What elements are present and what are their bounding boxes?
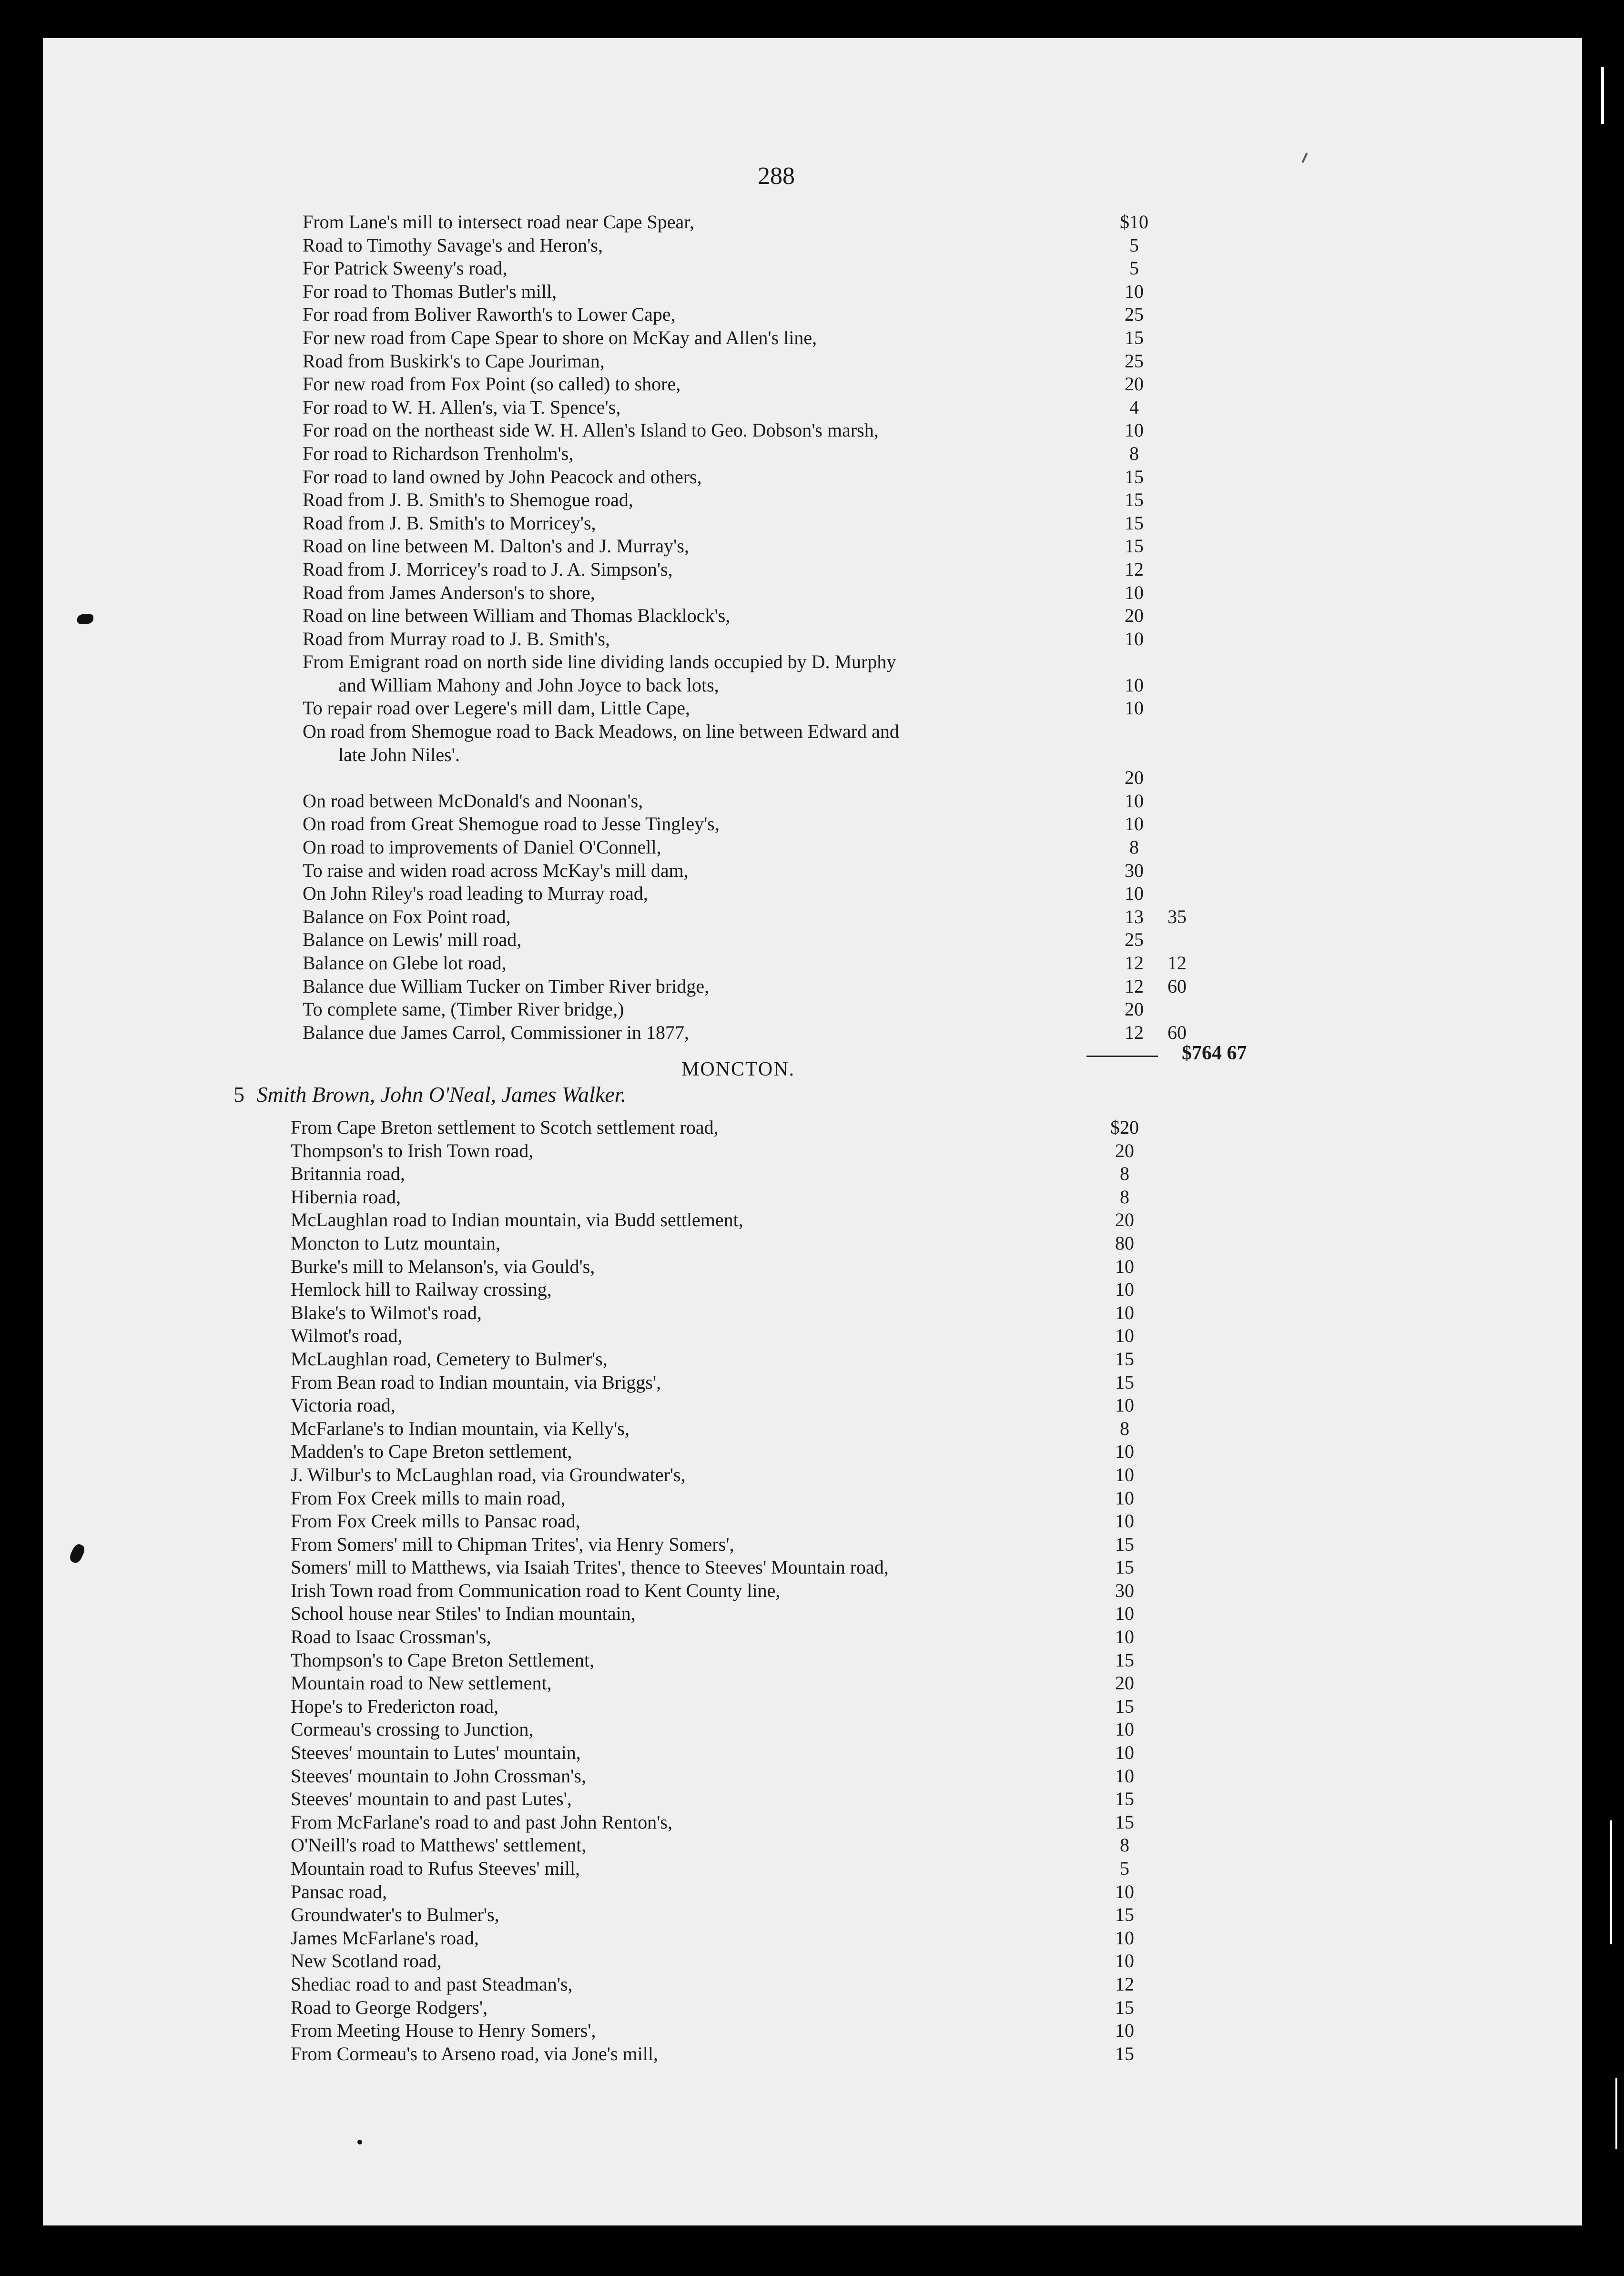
entry-description: Victoria road, [291,1394,396,1416]
entry-row [43,234,1582,257]
entry-amount: 8 [1129,442,1139,464]
entry-description: From Lane's mill to intersect road near Cape Spear, [303,211,695,233]
entry-description: McLaughlan road to Indian mountain, via Budd settlement, [291,1209,743,1231]
entry-amount: 8 [1120,1417,1129,1439]
entry-description: On road from Shemogue road to Back Meadows, on line between Edward and [303,721,899,742]
commissioners-line [233,1082,626,1107]
entry-amount: 10 [1115,1441,1134,1463]
entry-description: From Meeting House to Henry Somers', [291,2020,596,2042]
entry-amount: 10 [1115,1510,1134,1532]
entry-amount: 10 [1125,883,1144,904]
entry-row [43,1973,1582,1996]
entry-row [43,813,1582,836]
entry-row [43,1741,1582,1765]
entry-amount: 10 [1115,1487,1134,1509]
entry-description: On road from Great Shemogue road to Jesse Tingley's, [303,813,720,835]
entry-description: Road from Murray road to J. B. Smith's, [303,628,610,650]
entry-description: Balance on Lewis' mill road, [303,929,522,951]
entry-row [43,628,1582,651]
entry-amount: 20 [1115,1672,1134,1694]
entry-row [43,1857,1582,1880]
entry-description: Britannia road, [291,1163,405,1185]
entry-amount: 8 [1120,1186,1129,1208]
entry-description: School house near Stiles' to Indian mountain, [291,1603,636,1625]
entry-amount: 8 [1120,1163,1129,1185]
entry-cents: 60 [1167,975,1187,997]
entry-amount: 15 [1125,466,1144,488]
entry-description: Road to George Rodgers', [291,1996,488,2018]
entry-amount: 20 [1115,1209,1134,1231]
entry-amount: 10 [1125,697,1144,719]
entry-amount: 20 [1125,605,1144,627]
entry-row [43,998,1582,1021]
entry-row [43,1834,1582,1857]
entry-description: Road on line between M. Dalton's and J. Murray's, [303,535,689,557]
entry-description: From Cape Breton settlement to Scotch settlement road, [291,1117,719,1138]
entry-description: Road from James Anderson's to shore, [303,581,595,603]
entry-amount: 10 [1115,1603,1134,1625]
entry-description: J. Wilbur's to McLaughlan road, via Groundwater's, [291,1463,686,1485]
entry-row [43,1278,1582,1301]
entry-description: Shediac road to and past Steadman's, [291,1973,573,1995]
entry-amount: 10 [1125,581,1144,603]
entry-description: From Emigrant road on north side line dividing lands occupied by D. Murphy [303,651,896,673]
entry-description: For road from Boliver Raworth's to Lower Cape, [303,304,676,325]
entry-amount: 8 [1120,1834,1129,1856]
district-heading: MONCTON. [681,1058,795,1080]
entry-row [43,1021,1582,1045]
entry-row [43,1186,1582,1209]
entry-description: Road to Isaac Crossman's, [291,1626,491,1648]
entry-row [43,1602,1582,1626]
entry-amount: 12 [1125,558,1144,580]
pencil-tick [1302,152,1308,163]
entry-description: For road on the northeast side W. H. Allen's Island to Geo. Dobson's marsh, [303,419,879,441]
entry-description: New Scotland road, [291,1950,442,1972]
entry-row [43,1371,1582,1394]
entry-row [43,1672,1582,1695]
entry-amount: 10 [1115,1279,1134,1301]
entry-amount: 15 [1125,489,1144,511]
entry-row [43,257,1582,280]
entry-row [43,1695,1582,1718]
entry-row [43,373,1582,396]
section-total: $764 67 [1182,1042,1247,1064]
entry-description: To repair road over Legere's mill dam, Little Cape, [303,697,690,719]
scan-edge-mark [1615,2078,1617,2149]
entry-amount: 10 [1115,1742,1134,1764]
entry-amount: 25 [1125,304,1144,325]
page-number: 288 [758,163,795,190]
entry-amount: 15 [1115,1533,1134,1555]
entry-row [43,350,1582,373]
entry-description: Moncton to Lutz mountain, [291,1232,500,1254]
entry-row [43,1510,1582,1533]
entry-amount: 20 [1125,767,1144,789]
entry-amount: 15 [1125,326,1144,348]
entry-row [43,1927,1582,1950]
district-number: 5 [233,1082,244,1107]
entry-description: Road from J. B. Smith's to Morricey's, [303,512,596,534]
entry-amount: 15 [1115,1788,1134,1810]
entry-description: Hope's to Fredericton road, [291,1695,498,1717]
entry-row [43,280,1582,304]
entry-description: Burke's mill to Melanson's, via Gould's, [291,1255,595,1277]
entry-description: McLaughlan road, Cemetery to Bulmer's, [291,1348,608,1370]
entry-description: For new road from Fox Point (so called) to shore, [303,373,681,395]
entry-amount: 10 [1115,2020,1134,2042]
entry-amount: 10 [1115,1880,1134,1902]
entry-cents: 60 [1167,1021,1187,1043]
entry-row [43,1788,1582,1811]
entry-row [43,1903,1582,1927]
entry-row [43,1232,1582,1255]
entry-amount: 25 [1125,929,1144,951]
entry-description: Balance due William Tucker on Timber River bridge, [303,975,710,997]
entry-row [43,535,1582,558]
entry-amount: 15 [1115,1649,1134,1671]
entry-description: Blake's to Wilmot's road, [291,1301,482,1323]
entry-description: To complete same, (Timber River bridge,) [303,998,624,1020]
entry-amount: 20 [1125,998,1144,1020]
entry-amount: 5 [1120,1858,1129,1879]
entry-row [43,581,1582,605]
entry-amount: 12 [1115,1973,1134,1995]
entry-description: Balance on Fox Point road, [303,905,511,927]
entry-amount: 10 [1115,1950,1134,1972]
entry-row [43,1579,1582,1603]
ink-dot [357,2140,362,2144]
entry-row [43,905,1582,929]
entry-amount: 30 [1115,1579,1134,1601]
entry-row [43,1116,1582,1139]
entry-row [43,466,1582,489]
entry-amount: 10 [1115,1301,1134,1323]
entry-row [43,1324,1582,1348]
entry-row [43,790,1582,813]
entry-description: Steeves' mountain to John Crossman's, [291,1765,586,1787]
entry-row [43,604,1582,628]
commissioner-names: Smith Brown, John O'Neal, James Walker. [256,1082,627,1107]
entry-description: James McFarlane's road, [291,1927,479,1949]
entry-row [43,766,1582,790]
entry-amount: 10 [1125,674,1144,696]
entry-description: From Cormeau's to Arseno road, via Jone's mill, [291,2042,658,2064]
entry-amount: 20 [1125,373,1144,395]
entry-row [43,419,1582,442]
entry-amount: 10 [1115,1927,1134,1949]
section-road-appropriations [43,211,1582,1044]
margin-mark [77,614,93,624]
entry-description: On road to improvements of Daniel O'Connell, [303,836,661,858]
entry-amount: 10 [1115,1463,1134,1485]
entry-description: Road to Timothy Savage's and Heron's, [303,234,603,256]
entry-row [43,1162,1582,1186]
entry-row [43,2042,1582,2066]
entry-description: For new road from Cape Spear to shore on McKay and Allen's line, [303,326,817,348]
entry-amount: $10 [1120,211,1148,233]
entry-row [43,1417,1582,1441]
entry-row [43,1301,1582,1325]
entry-row [43,2019,1582,2042]
entry-row [43,442,1582,466]
entry-amount: 15 [1115,1996,1134,2018]
entry-description: From Somers' mill to Chipman Trites', via Henry Somers', [291,1533,734,1555]
entry-row [43,928,1582,952]
entry-cents: 35 [1167,905,1187,927]
entry-row [43,743,1582,767]
entry-amount: 10 [1115,1718,1134,1740]
entry-description: From Bean road to Indian mountain, via Briggs', [291,1371,661,1393]
entry-amount: 5 [1129,234,1139,256]
entry-description: Mountain road to Rufus Steeves' mill, [291,1858,580,1879]
entry-description: To raise and widen road across McKay's mill dam, [303,859,689,881]
entry-description: On road between McDonald's and Noonan's, [303,790,643,812]
entry-description: Wilmot's road, [291,1325,403,1347]
entry-amount: 30 [1125,859,1144,881]
entry-amount: 10 [1125,280,1144,302]
scan-edge-mark [1610,1820,1612,1944]
entry-description: Hibernia road, [291,1186,401,1208]
entry-description: For road to Richardson Trenholm's, [303,442,574,464]
entry-amount: $20 [1110,1117,1139,1138]
entry-row [43,1348,1582,1371]
entry-amount: 10 [1125,813,1144,835]
entry-amount: 12 [1125,952,1144,974]
entry-amount: 10 [1115,1255,1134,1277]
entry-amount: 80 [1115,1232,1134,1254]
entry-description: Hemlock hill to Railway crossing, [291,1279,552,1301]
entry-description: Road from Buskirk's to Cape Jouriman, [303,350,605,372]
entry-row [43,1811,1582,1834]
entry-amount: 15 [1115,1695,1134,1717]
entry-amount: 12 [1125,1021,1144,1043]
entry-amount: 5 [1129,257,1139,279]
entry-amount: 10 [1115,1626,1134,1648]
entry-row [43,396,1582,419]
entry-description: Groundwater's to Bulmer's, [291,1904,499,1926]
entry-row [43,1139,1582,1163]
entry-description: Road from J. Morricey's road to J. A. Simpson's, [303,558,673,580]
entry-amount: 12 [1125,975,1144,997]
entry-row [43,859,1582,883]
entry-row [43,650,1582,674]
entry-amount: 15 [1125,512,1144,534]
entry-row [43,1765,1582,1788]
entry-description: McFarlane's to Indian mountain, via Kelly's, [291,1417,629,1439]
entry-row [43,952,1582,975]
entry-row [43,326,1582,350]
total-rule [1086,1056,1158,1057]
entry-description: From McFarlane's road to and past John Renton's, [291,1811,672,1833]
entry-description: Balance on Glebe lot road, [303,952,507,974]
entry-description: For Patrick Sweeny's road, [303,257,508,279]
entry-description: Madden's to Cape Breton settlement, [291,1441,572,1463]
entry-amount: 15 [1115,1371,1134,1393]
entry-row [43,1440,1582,1463]
entry-row [43,836,1582,859]
entry-row [43,720,1582,743]
entry-row [43,1626,1582,1649]
entry-description: Steeves' mountain to Lutes' mountain, [291,1742,581,1764]
entry-row [43,1880,1582,1904]
entry-amount: 4 [1129,396,1139,418]
entry-description: Road on line between William and Thomas Blacklock's, [303,605,731,627]
entry-amount: 15 [1115,1811,1134,1833]
entry-amount: 20 [1115,1139,1134,1161]
entry-amount: 10 [1115,1765,1134,1787]
entry-row [43,211,1582,234]
entry-description: For road to W. H. Allen's, via T. Spence's, [303,396,621,418]
entry-row [43,488,1582,512]
entry-amount: 10 [1115,1325,1134,1347]
section-moncton-roads [43,1116,1582,2065]
entry-amount: 15 [1115,1556,1134,1578]
entry-amount: 13 [1125,905,1144,927]
entry-description: Thompson's to Irish Town road, [291,1139,534,1161]
entry-description: Road from J. B. Smith's to Shemogue road, [303,489,633,511]
entry-amount: 10 [1125,628,1144,650]
entry-amount: 25 [1125,350,1144,372]
entry-row [43,1996,1582,2020]
entry-row [43,674,1582,697]
entry-amount: 15 [1115,2042,1134,2064]
entry-row [43,303,1582,326]
entry-amount: 10 [1125,790,1144,812]
entry-row [43,975,1582,998]
entry-row [43,1950,1582,1973]
entry-row [43,1463,1582,1487]
entry-description: For road to land owned by John Peacock and others, [303,466,702,488]
entry-row [43,1649,1582,1672]
entry-description: Pansac road, [291,1880,387,1902]
entry-description: Thompson's to Cape Breton Settlement, [291,1649,595,1671]
entry-row [43,1394,1582,1417]
entry-row [43,1556,1582,1579]
entry-description: Irish Town road from Communication road to Kent County line, [291,1579,781,1601]
entry-amount: 10 [1125,419,1144,441]
entry-description: From Fox Creek mills to Pansac road, [291,1510,580,1532]
document-page [43,38,1582,2225]
entry-amount: 15 [1115,1904,1134,1926]
entry-row [43,1255,1582,1279]
entry-row [43,1487,1582,1510]
entry-description: late John Niles'. [338,743,460,765]
entry-description: Cormeau's crossing to Junction, [291,1718,534,1740]
entry-row [43,1209,1582,1232]
scan-edge-mark [1601,67,1604,124]
entry-description: Mountain road to New settlement, [291,1672,552,1694]
entry-row [43,1718,1582,1741]
entry-amount: 8 [1129,836,1139,858]
entry-row [43,512,1582,535]
entry-amount: 10 [1115,1394,1134,1416]
entry-description: On John Riley's road leading to Murray road, [303,883,648,904]
entry-amount: 15 [1115,1348,1134,1370]
entry-description: For road to Thomas Butler's mill, [303,280,557,302]
entry-description: O'Neill's road to Matthews' settlement, [291,1834,587,1856]
entry-description: and William Mahony and John Joyce to back lots, [338,674,719,696]
entry-row [43,1533,1582,1556]
entry-amount: 15 [1125,535,1144,557]
entry-cents: 12 [1167,952,1187,974]
entry-row [43,558,1582,581]
entry-row [43,882,1582,905]
entry-description: Balance due James Carrol, Commissioner in 1877, [303,1021,689,1043]
entry-description: Steeves' mountain to and past Lutes', [291,1788,572,1810]
entry-description: Somers' mill to Matthews, via Isaiah Trites', thence to Steeves' Mountain road, [291,1556,889,1578]
entry-row [43,697,1582,720]
entry-description: From Fox Creek mills to main road, [291,1487,566,1509]
